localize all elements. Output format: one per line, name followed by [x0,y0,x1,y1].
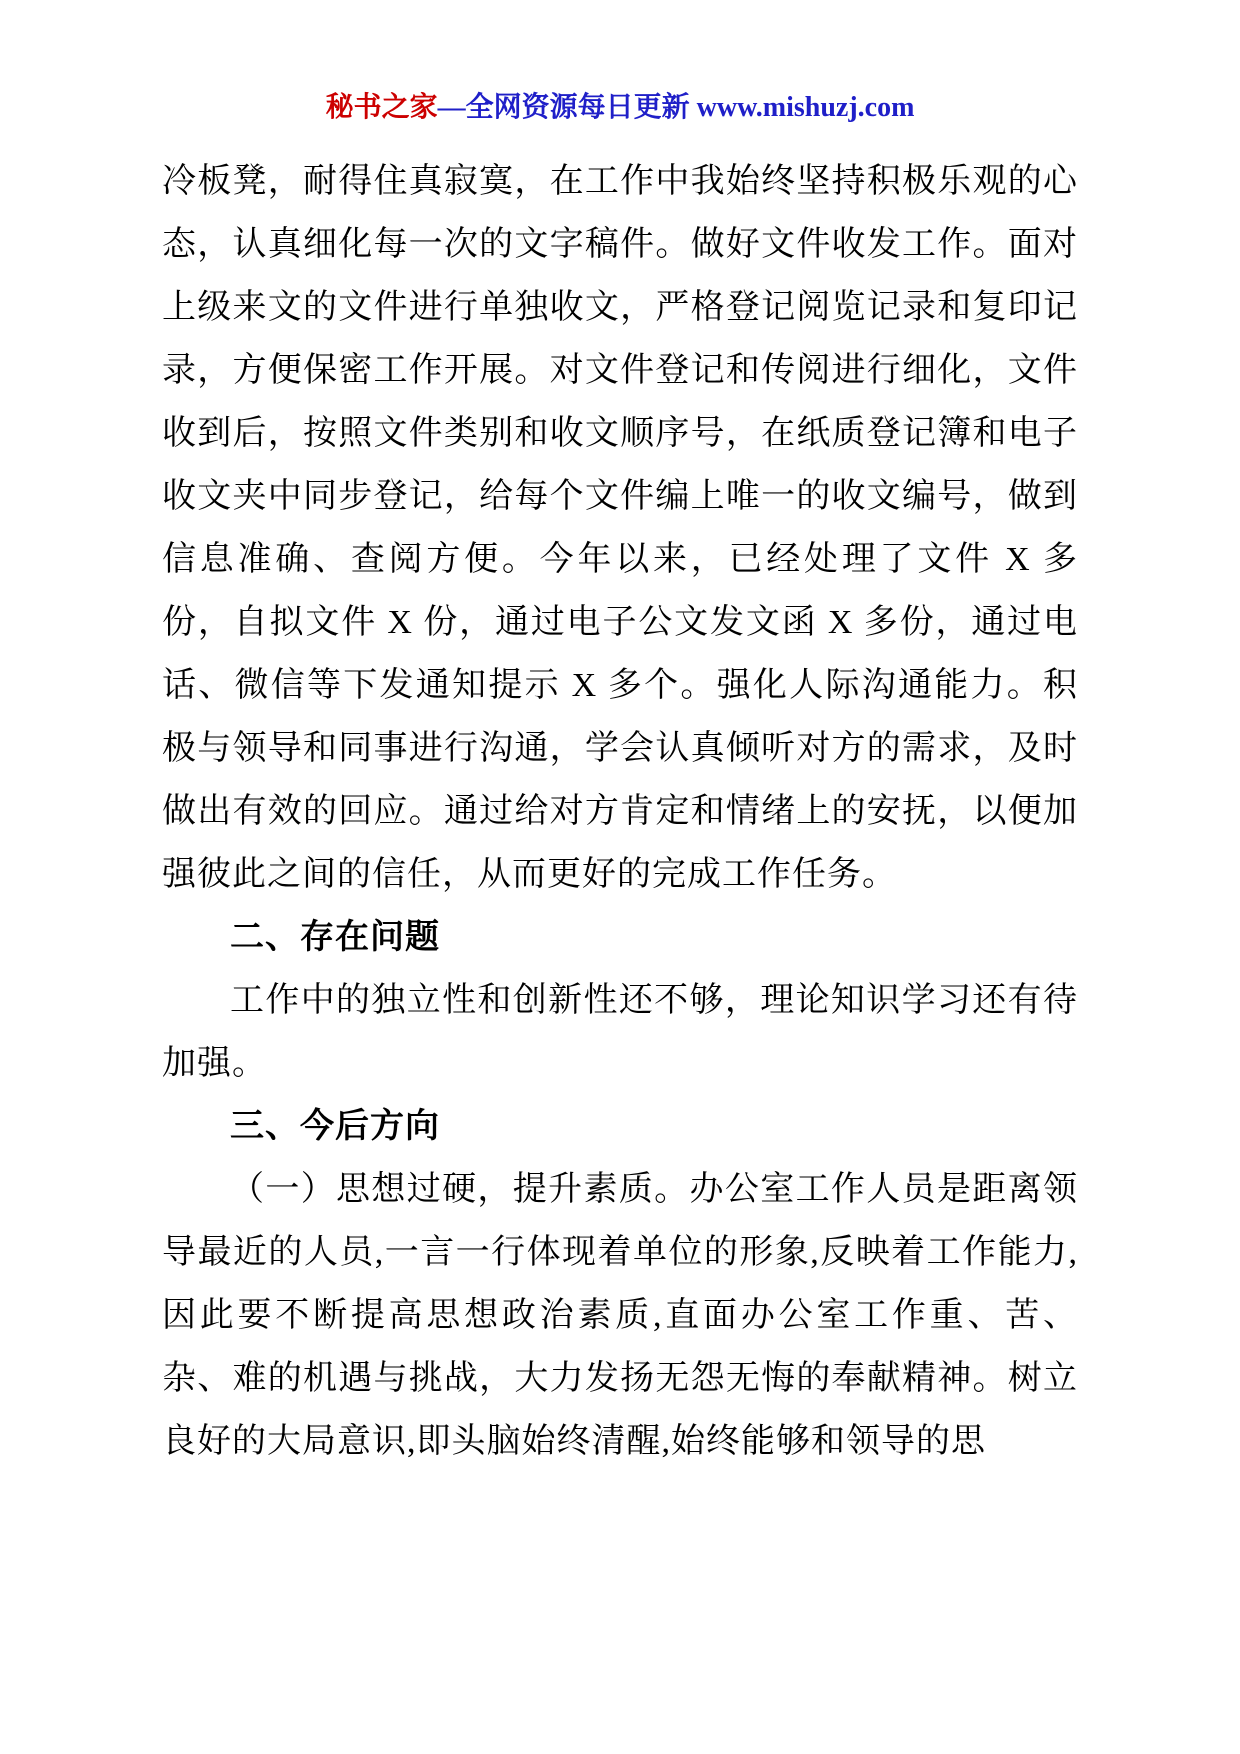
document-body [162,150,1078,1473]
paragraph: 冷板凳，耐得住真寂寞，在工作中我始终坚持积极乐观的心态，认真细化每一次的文字稿件。做好文件收发工作。面对上级来文的文件进行单独收文，严格登记阅览记录和复印记录，方便保密工作开展。对文件登记和传阅进行细化，文件收到后，按照文件类别和收文顺序号，在纸质登记簿和电子收文夹中同步登记，给每个文件编上唯一的收文编号，做到信息准确、查阅方便。今年以来，已经处理了文件 X 多份，自拟文件 X 份，通过电子公文发文函 X 多份，通过电话、微信等下发通知提示 X 多个。强化人际沟通能力。积极与领导和同事进行沟通，学会认真倾听对方的需求，及时做出有效的回应。通过给对方肯定和情绪上的安抚，以便加强彼此之间的信任，从而更好的完成工作任务。 [162,163,1078,893]
section-heading: 三、今后方向 [230,1108,440,1145]
page-header [162,88,1078,128]
site-brand: 秘书之家 [325,92,438,123]
site-tagline: —全网资源每日更新 [437,92,697,123]
section-heading: 二、存在问题 [230,919,440,956]
site-url-link[interactable]: www.mishuzj.com [696,92,915,123]
paragraph: 工作中的独立性和创新性还不够，理论知识学习还有待加强。 [162,982,1078,1082]
paragraph: （一）思想过硬，提升素质。办公室工作人员是距离领导最近的人员,一言一行体现着单位的形象,反映着工作能力,因此要不断提高思想政治素质,直面办公室工作重、苦、杂、难的机遇与挑战，大力发扬无怨无悔的奉献精神。树立良好的大局意识,即头脑始终清醒,始终能够和领导的思 [162,1171,1078,1460]
